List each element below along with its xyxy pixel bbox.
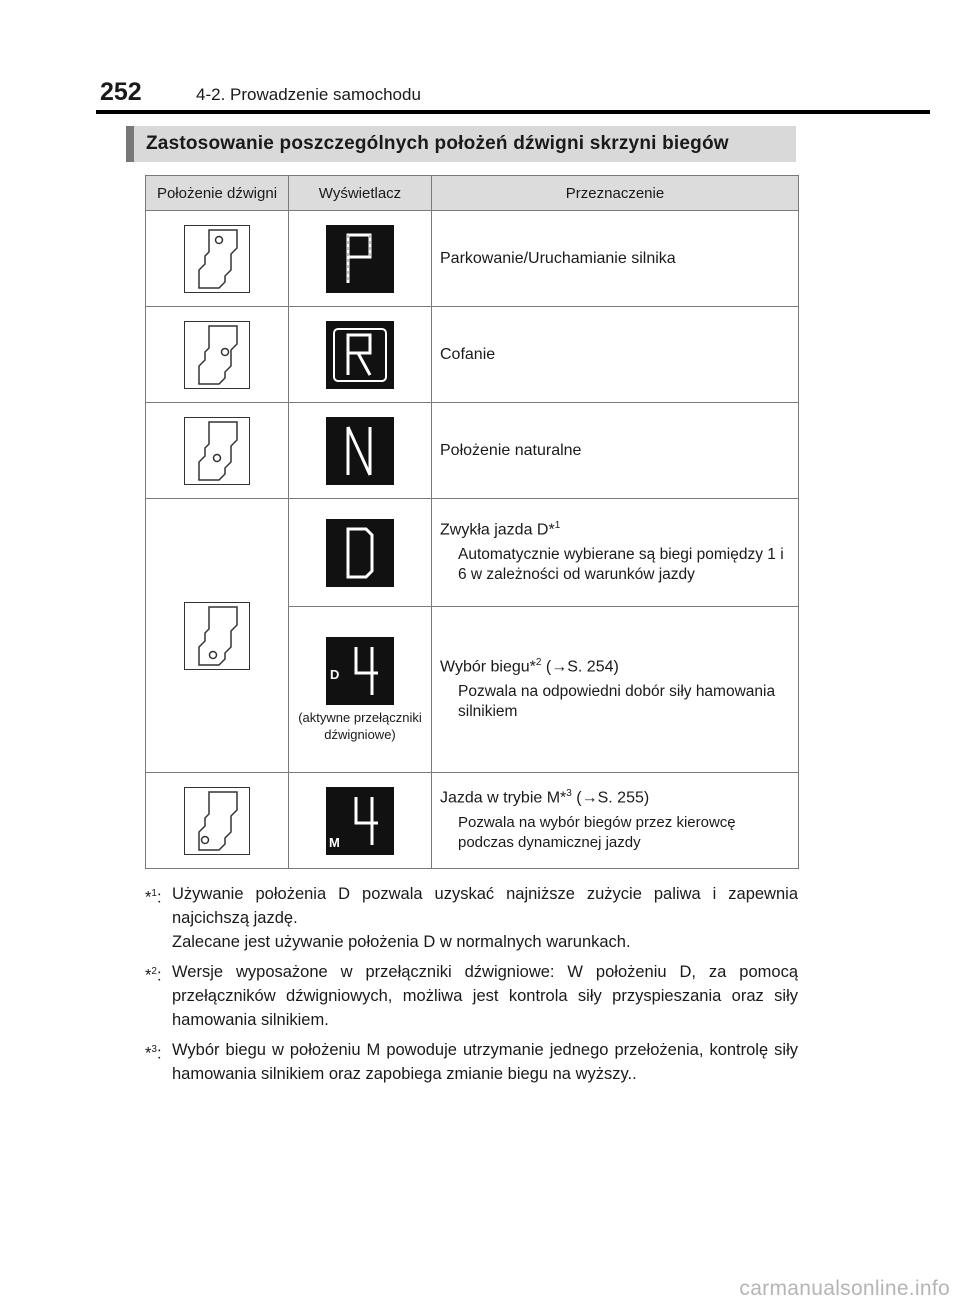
display-r-icon <box>326 321 394 389</box>
footnote-extra: Zalecane jest używanie położenia D w normalnych warunkach. <box>172 933 631 951</box>
purpose-cell <box>432 607 799 773</box>
display-cell <box>289 499 432 607</box>
purpose-title: Położenie naturalne <box>440 441 582 459</box>
watermark: carmanualsonline.info <box>739 1277 950 1300</box>
purpose-description: Pozwala na odpowiedni dobór siły hamowania silnikiem <box>458 683 776 721</box>
footnotes <box>145 882 798 1092</box>
lever-gate-r-icon <box>184 321 250 389</box>
header-lever-position: Położenie dźwigni <box>146 176 289 211</box>
footnote-text: Wybór biegu w położeniu M powoduje utrzymanie jednego przełożenia, kontrolę siły hamowania silnikiem oraz zapobiega zmianie biegu na wyższy.. <box>172 1041 798 1083</box>
section-title: Zastosowanie poszczególnych położeń dźwigni skrzyni biegów <box>126 126 796 162</box>
purpose-title: Wybór biegu*$^2$ (→S. 254) <box>440 656 619 676</box>
purpose-description: Pozwala na wybór biegów przez kierowcę podczas dynamicznej jazdy <box>458 814 736 852</box>
page-reference: (→S. 255) <box>571 789 650 807</box>
purpose-title: Jazda w trybie M*$^3$ (→S. 255) <box>440 787 650 807</box>
lever-cell <box>146 211 289 307</box>
purpose-cell <box>432 307 799 403</box>
lever-cell <box>146 403 289 499</box>
lever-cell <box>146 499 289 773</box>
gear-positions-table <box>145 175 799 869</box>
purpose-title: Cofanie <box>440 345 496 363</box>
footnote-mark: *$^1$: <box>145 888 162 907</box>
table-row <box>146 211 799 307</box>
display-mode-label: M <box>329 834 340 850</box>
table-row <box>146 773 799 869</box>
display-d4-icon <box>326 637 394 705</box>
purpose-title: Parkowanie/Uruchamianie silnika <box>440 249 676 267</box>
table-row <box>146 403 799 499</box>
lever-cell <box>146 773 289 869</box>
lever-gate-d-icon <box>184 602 250 670</box>
display-n-icon <box>326 417 394 485</box>
purpose-cell <box>432 499 799 607</box>
lever-cell <box>146 307 289 403</box>
footnote-mark: *$^2$: <box>145 966 162 985</box>
page-number: 252 <box>100 78 142 106</box>
purpose-cell <box>432 773 799 869</box>
chapter-title: 4-2. Prowadzenie samochodu <box>196 85 421 104</box>
purpose-title: Zwykła jazda D*$^1$ <box>440 519 561 539</box>
purpose-cell <box>432 403 799 499</box>
display-mode-label: D <box>330 666 340 682</box>
display-cell <box>289 773 432 869</box>
footnote <box>145 882 798 954</box>
footnote-text: Używanie położenia D pozwala uzyskać najniższe zużycie paliwa i zapewnia najcichszą jazdę. <box>172 885 798 927</box>
lever-gate-n-icon <box>184 417 250 485</box>
display-m4-icon <box>326 787 394 855</box>
display-note: (aktywne przełączniki dźwigniowe) <box>298 709 422 742</box>
table-row <box>146 499 799 607</box>
page-reference: (→S. 254) <box>541 658 619 676</box>
lever-gate-p-icon <box>184 225 250 293</box>
purpose-cell <box>432 211 799 307</box>
footnote <box>145 1038 798 1086</box>
header-purpose: Przeznaczenie <box>432 176 799 211</box>
page-header <box>100 78 421 107</box>
footnote-mark: *$^3$: <box>145 1044 162 1063</box>
header-rule <box>96 110 930 114</box>
purpose-description: Automatycznie wybierane są biegi pomiędzy 1 i 6 w zależności od warunków jazdy <box>458 546 784 584</box>
header-display: Wyświetlacz <box>289 176 432 211</box>
display-cell <box>289 307 432 403</box>
table-row <box>146 307 799 403</box>
display-p-icon <box>326 225 394 293</box>
display-d-icon <box>326 519 394 587</box>
display-cell <box>289 403 432 499</box>
display-cell <box>289 211 432 307</box>
lever-gate-m-icon <box>184 787 250 855</box>
footnote-text: Wersje wyposażone w przełączniki dźwigniowe: W położeniu D, za pomocą przełączników dźwigniowych, możliwa jest kontrola siły przyspieszania oraz siły hamowania silnikiem. <box>172 963 798 1029</box>
footnote <box>145 960 798 1032</box>
table-header-row <box>146 176 799 211</box>
display-cell <box>289 607 432 773</box>
